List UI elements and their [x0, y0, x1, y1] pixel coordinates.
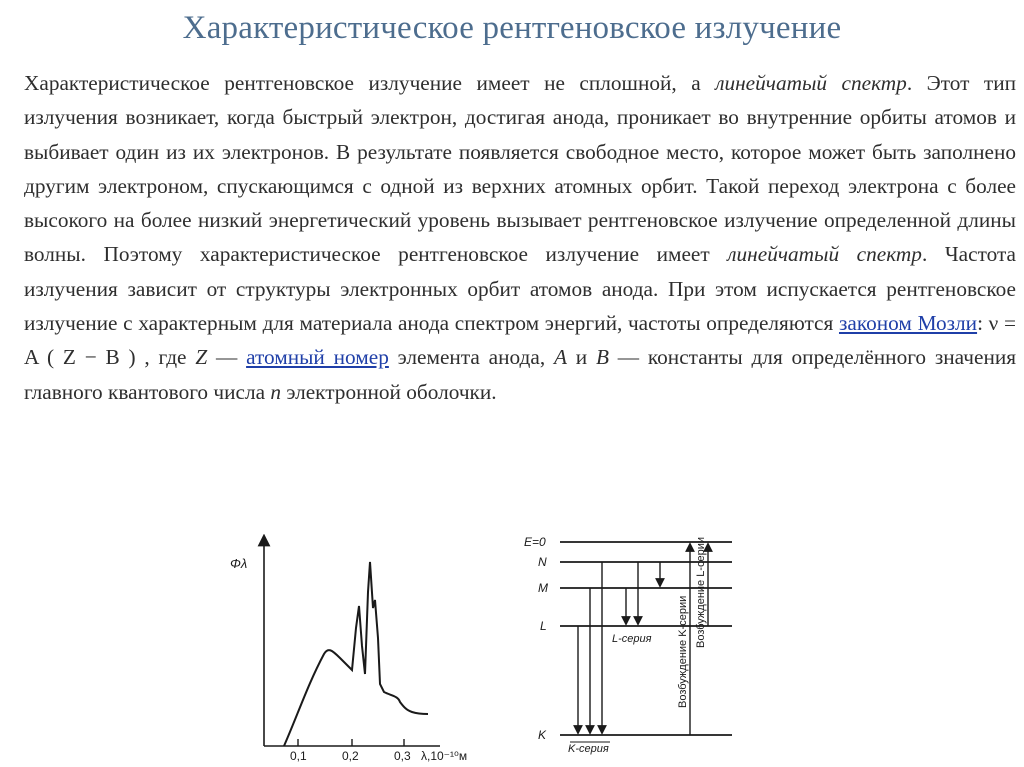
level-label-k: K: [538, 728, 547, 742]
level-label-n: N: [538, 555, 547, 569]
level-label-e0: E=0: [524, 535, 546, 549]
k-series-label: K-серия: [568, 743, 609, 755]
page-title: Характеристическое рентгеновское излучение: [182, 10, 842, 46]
text-segment: —: [207, 345, 247, 370]
k-excitation-label: Возбуждение K-серии: [677, 595, 689, 708]
atomic-number-link[interactable]: атомный номер: [246, 345, 389, 370]
italic-term: линейчатый спектр: [715, 71, 907, 95]
energy-level-diagram: [520, 530, 750, 765]
x-tick-label: 0,1: [290, 749, 307, 763]
body-paragraph: [24, 66, 1016, 409]
l-series-label: L-серия: [612, 633, 652, 645]
text-segment: : ν = A ( Z − B ) , где: [24, 311, 1016, 370]
text-segment: и: [566, 345, 596, 370]
y-axis-label: Φλ: [230, 556, 248, 571]
italic-term: линейчатый спектр: [727, 242, 922, 267]
italic-symbol: B: [595, 345, 609, 370]
italic-symbol: A: [553, 345, 567, 370]
level-label-m: M: [538, 581, 548, 595]
text-segment: элемента анода,: [388, 345, 554, 370]
l-excitation-label: Возбуждение L-серии: [695, 536, 707, 648]
spectrum-figure: [228, 534, 488, 764]
text-segment: электронной оболочки.: [281, 379, 497, 404]
text-segment: . Этот тип излучения возникает, когда быстрый электрон, достигая анода, проникает во внутренние орбиты атомов и выбивает один из их электронов. В результате появляется свободное место, которое может быть заполнено другим электроном, спускающимся с одной из верхних атомных орбит. Такой переход электрона с более высокого на более низкий энергетический уровень вызывает рентгеновское излучение определенной длины волны. Поэтому характеристическое рентгеновское излучение имеет: [24, 71, 1016, 267]
italic-symbol: n: [270, 379, 282, 404]
level-label-l: L: [540, 619, 547, 633]
x-unit-label: λ,10⁻¹⁰м: [421, 749, 468, 763]
x-tick-label: 0,3: [394, 749, 411, 763]
text-segment: Характеристическое рентгеновское излучение имеет не сплошной, а: [24, 71, 716, 95]
italic-symbol: Z: [195, 345, 208, 370]
text-segment: . Частота излучения зависит от структуры электронных орбит атомов анода. При этом испускается рентгеновское излучение с характерным для материала анода спектром энергий, частоты определяются: [24, 242, 1017, 336]
spectrum-curve: [284, 562, 428, 746]
text-segment: — константы для определённого значения главного квантового числа: [24, 345, 1017, 404]
moseley-law-link[interactable]: законом Мозли: [838, 311, 978, 336]
x-tick-label: 0,2: [342, 749, 359, 763]
